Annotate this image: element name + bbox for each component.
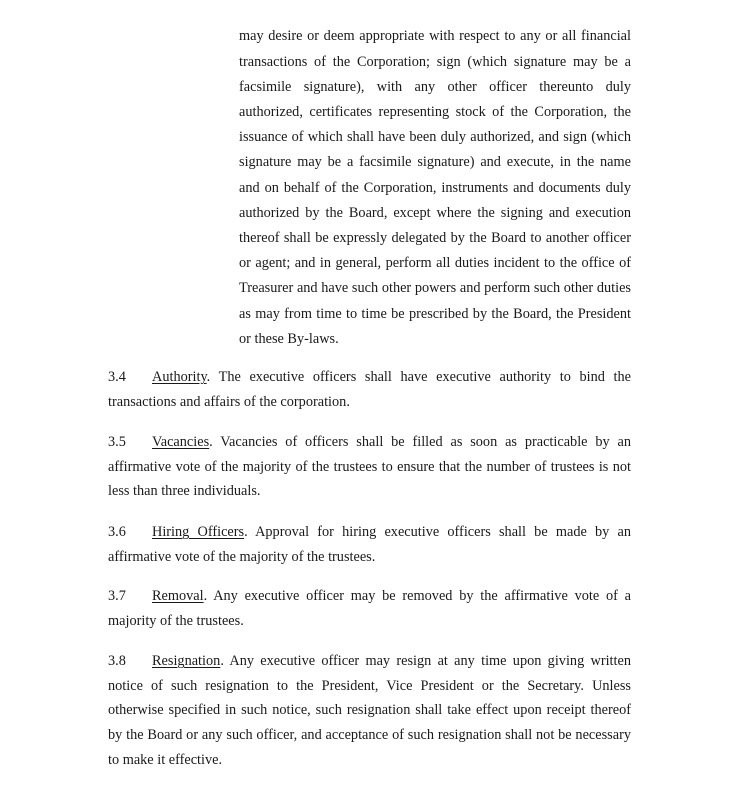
treasurer-duties-continuation: may desire or deem appropriate with respect to any or all financial transactions of the Corporation; sign (which signature may be a facsimile signature), with any other officer thereunto duly authorized, certificates representing stock of the Corporation, the issuance of which shall have been duly authorized, and sign (which signature may be a facsimile signature) and execute, in the name and on behalf of the Corporation, instruments and documents duly authorized by the Board, except where the signing and execution thereof shall be expressly delegated by the Board to another officer or agent; and in general, perform all duties incident to the office of Treasurer and have such other powers and perform such other duties as may from time to time be prescribed by the Board, the President or these By-laws. (239, 28, 631, 347)
section-3-4 (108, 365, 631, 414)
section-number: 3.6 (108, 524, 126, 541)
section-number: 3.4 (108, 369, 126, 386)
section-body: . Any executive officer may resign at any time upon giving written notice of such resignation to the President, Vice President or the Secretary. Unless otherwise specified in such notice, such resignation shall take effect upon receipt thereof by the Board or any such officer, and acceptance of such resignation shall not be necessary to make it effective. (108, 653, 631, 768)
section-number: 3.8 (108, 653, 126, 670)
section-3-7 (108, 584, 631, 633)
section-heading: Hiring Officers (152, 524, 245, 541)
section-body: . Any executive officer may be removed by the affirmative vote of a majority of the trustees. (108, 588, 631, 629)
section-number: 3.7 (108, 588, 126, 605)
section-heading: Removal (152, 588, 204, 605)
section-heading: Authority (152, 369, 207, 386)
section-body: . Vacancies of officers shall be filled as soon as practicable by an affirmative vote of the majority of the trustees to ensure that the number of trustees is not less than three individuals. (108, 434, 631, 500)
section-3-5 (108, 430, 631, 504)
section-3-8 (108, 649, 631, 772)
section-3-6 (108, 520, 631, 569)
section-heading: Vacancies (152, 434, 210, 451)
section-heading: Resignation (152, 653, 221, 670)
section-body: . Approval for hiring executive officers shall be made by an affirmative vote of the majority of the trustees. (108, 524, 631, 565)
section-number: 3.5 (108, 434, 126, 451)
section-body: . The executive officers shall have executive authority to bind the transactions and affairs of the corporation. (108, 369, 631, 410)
